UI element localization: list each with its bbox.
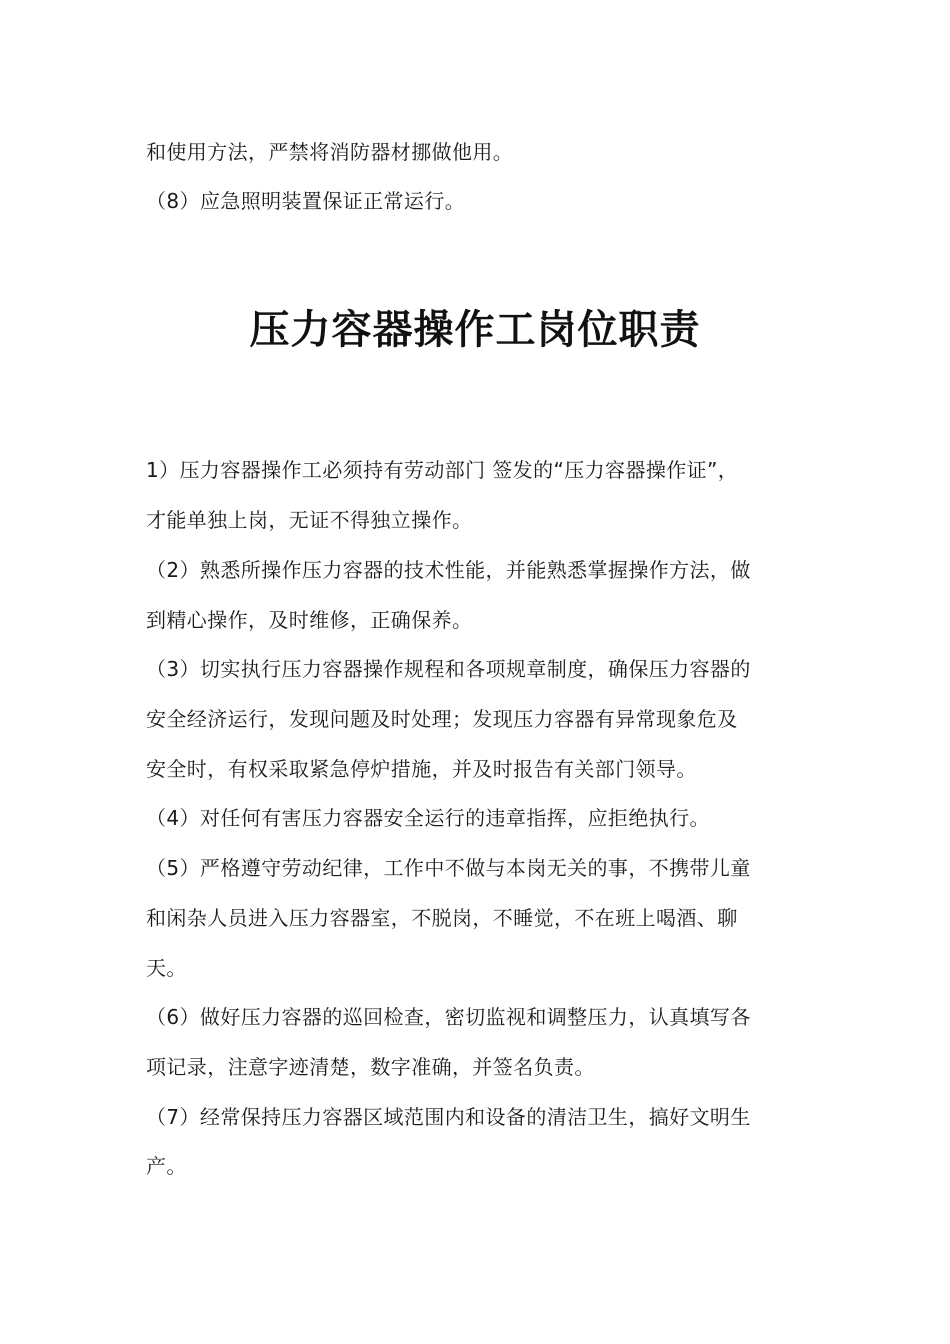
duty-line-6: 安全经济运行，发现问题及时处理；发现压力容器有异常现象危及 [146, 707, 738, 731]
duty-line-12: （6）做好压力容器的巡回检查，密切监视和调整压力，认真填写各 [146, 1005, 751, 1029]
duty-line-9: （5）严格遵守劳动纪律，工作中不做与本岗无关的事，不携带儿童 [146, 856, 751, 880]
duty-line-4: 到精心操作，及时维修，正确保养。 [146, 608, 473, 632]
duty-line-13: 项记录，注意字迹清楚，数字准确，并签名负责。 [146, 1055, 595, 1079]
duty-line-7: 安全时，有权采取紧急停炉措施，并及时报告有关部门领导。 [146, 757, 697, 781]
duty-line-3: （2）熟悉所操作压力容器的技术性能，并能熟悉掌握操作方法，做 [146, 558, 751, 582]
section-title: 压力容器操作工岗位职责 [249, 306, 701, 353]
body-line-1: 和使用方法，严禁将消防器材挪做他用。 [146, 140, 514, 164]
duty-line-11: 天。 [146, 956, 187, 980]
duty-line-14: （7）经常保持压力容器区域范围内和设备的清洁卫生，搞好文明生 [146, 1105, 751, 1129]
duty-line-8: （4）对任何有害压力容器安全运行的违章指挥，应拒绝执行。 [146, 806, 710, 830]
body-line-2: （8）应急照明装置保证正常运行。 [146, 189, 466, 213]
duty-line-10: 和闲杂人员进入压力容器室，不脱岗，不睡觉，不在班上喝酒、聊 [146, 906, 738, 930]
duty-line-5: （3）切实执行压力容器操作规程和各项规章制度，确保压力容器的 [146, 657, 751, 681]
duty-line-1: 1）压力容器操作工必须持有劳动部门 签发的“压力容器操作证”， [146, 458, 739, 482]
duty-line-2: 才能单独上岗，无证不得独立操作。 [146, 508, 473, 532]
duty-line-15: 产。 [146, 1154, 187, 1178]
